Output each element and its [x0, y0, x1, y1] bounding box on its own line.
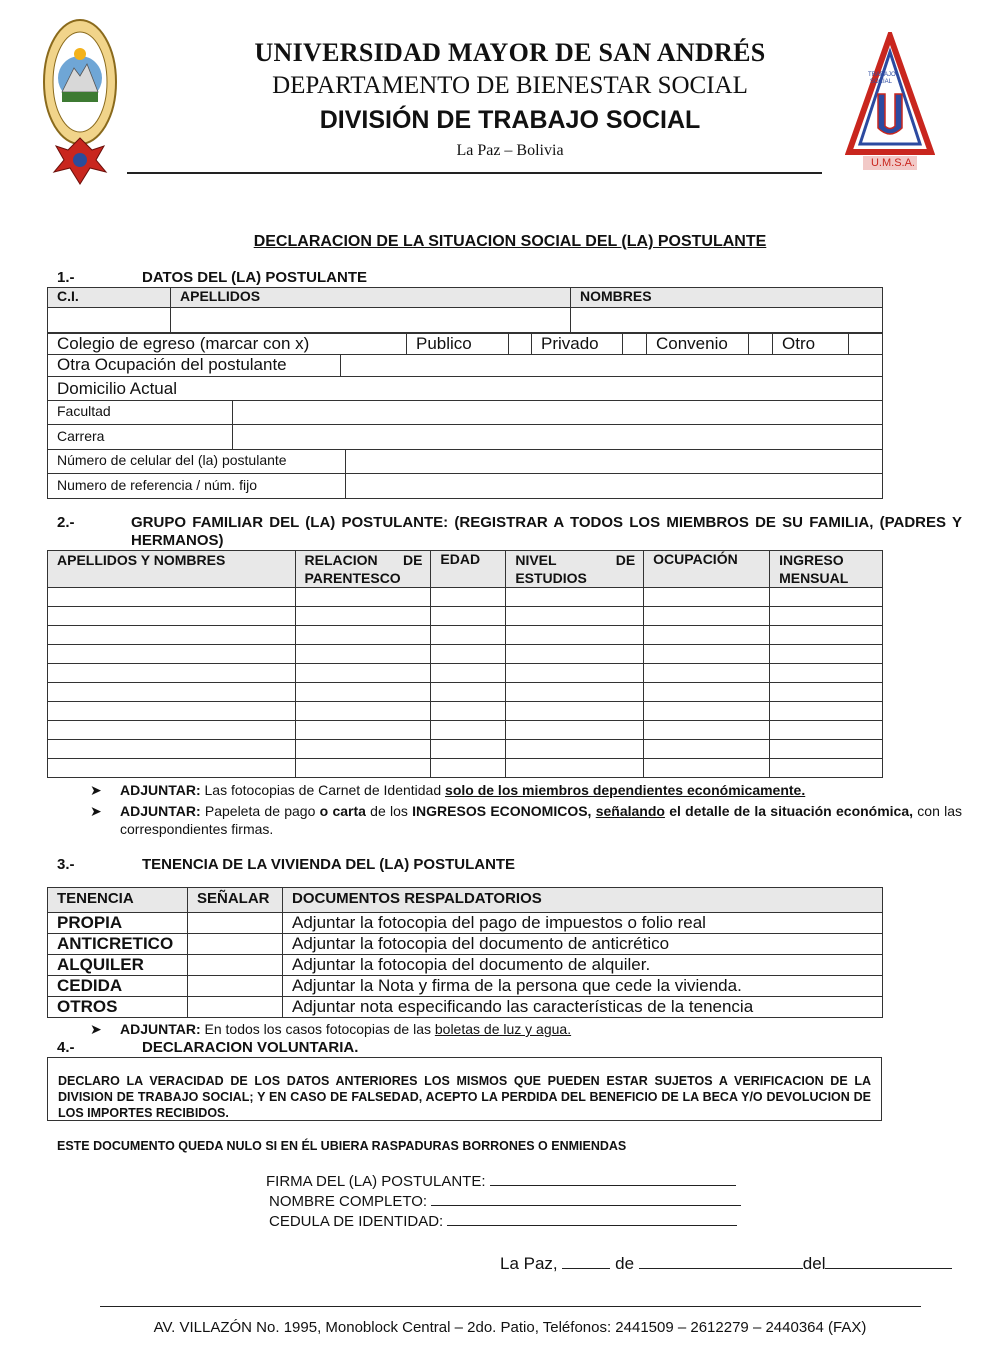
tenure-row: [48, 997, 883, 1018]
section2-heading: GRUPO FAMILIAR DEL (LA) POSTULANTE: (REGISTRAR A TODOS LOS MIEMBROS DE SU FAMILIA, (PADRES Y HERMANOS): [131, 514, 962, 549]
bullet2-bold-2: INGRESOS ECONOMICOS,: [412, 803, 592, 819]
family-cell-input[interactable]: [770, 588, 883, 607]
firma-line: [266, 1172, 736, 1190]
family-cell-input[interactable]: [431, 683, 506, 702]
family-member-row: [48, 645, 883, 664]
tenure-document: Adjuntar nota especificando las características de la tenencia: [283, 997, 883, 1018]
bullet2-text-2: de los: [365, 803, 413, 819]
family-cell-input[interactable]: [644, 759, 770, 778]
date-de: de: [615, 1254, 635, 1273]
firma-field[interactable]: [490, 1172, 736, 1186]
family-cell-input[interactable]: [48, 740, 296, 759]
col-edad: EDAD: [431, 551, 506, 588]
date-day-field[interactable]: [562, 1255, 610, 1269]
tenure-type: ANTICRETICO: [48, 934, 188, 955]
family-cell-input[interactable]: [48, 626, 296, 645]
header-divider: [127, 172, 822, 174]
section4-heading: DECLARACION VOLUNTARIA.: [142, 1039, 359, 1056]
tenure-mark-checkbox[interactable]: [188, 934, 283, 955]
family-cell-input[interactable]: [770, 607, 883, 626]
family-cell-input[interactable]: [295, 645, 431, 664]
family-cell-input[interactable]: [506, 626, 644, 645]
bullet3-lead: ADJUNTAR:: [120, 1021, 201, 1037]
section2-number: 2.-: [57, 514, 75, 531]
family-member-row: [48, 759, 883, 778]
bullet3-text: En todos los casos fotocopias de las: [200, 1021, 435, 1037]
family-cell-input[interactable]: [770, 759, 883, 778]
family-cell-input[interactable]: [644, 740, 770, 759]
tenure-type: PROPIA: [48, 913, 188, 934]
footer-address: AV. VILLAZÓN No. 1995, Monoblock Central – 2do. Patio, Teléfonos: 2441509 – 2612279 – 2440364 (FAX): [153, 1319, 867, 1336]
cedula-line: [269, 1212, 737, 1230]
family-table: [47, 550, 883, 778]
colegio-checkbox-publico[interactable]: [509, 334, 532, 355]
arrow-bullet-icon: ➤: [90, 1021, 102, 1037]
adjuntar-bullet-1: [90, 781, 962, 799]
referencia-label: Numero de referencia / núm. fijo: [48, 474, 346, 499]
family-cell-input[interactable]: [431, 607, 506, 626]
family-cell-input[interactable]: [431, 721, 506, 740]
family-cell-input[interactable]: [644, 645, 770, 664]
colegio-checkbox-convenio[interactable]: [749, 334, 773, 355]
tenure-mark-checkbox[interactable]: [188, 997, 283, 1018]
colegio-label: Colegio de egreso (marcar con x): [48, 334, 407, 355]
arrow-bullet-icon: ➤: [90, 803, 102, 819]
date-city: La Paz,: [500, 1254, 558, 1273]
bullet2-bold-1: o carta: [319, 803, 366, 819]
family-cell-input[interactable]: [506, 664, 644, 683]
tenure-mark-checkbox[interactable]: [188, 913, 283, 934]
col-apellidos-nombres: APELLIDOS Y NOMBRES: [48, 551, 296, 588]
family-cell-input[interactable]: [48, 759, 296, 778]
nombres-input[interactable]: [571, 308, 883, 333]
family-cell-input[interactable]: [295, 721, 431, 740]
family-cell-input[interactable]: [644, 664, 770, 683]
nombre-line: [269, 1192, 741, 1210]
col-ingreso: INGRESO MENSUAL: [770, 551, 883, 588]
tenure-document: Adjuntar la Nota y firma de la persona que cede la vivienda.: [283, 976, 883, 997]
date-month-field[interactable]: [639, 1255, 803, 1269]
footer-divider: [100, 1306, 921, 1307]
arrow-bullet-icon: ➤: [90, 782, 102, 798]
family-cell-input[interactable]: [506, 588, 644, 607]
family-cell-input[interactable]: [48, 702, 296, 721]
colegio-checkbox-privado[interactable]: [623, 334, 647, 355]
family-member-row: [48, 607, 883, 626]
university-seal-logo: [40, 14, 120, 190]
family-member-row: [48, 702, 883, 721]
col-documentos: DOCUMENTOS RESPALDATORIOS: [283, 888, 883, 913]
carrera-label: Carrera: [48, 425, 233, 450]
date-del: del: [802, 1254, 826, 1273]
family-member-row: [48, 721, 883, 740]
colegio-option-privado: Privado: [532, 334, 623, 355]
contact-table: [47, 449, 883, 499]
nulo-warning: ESTE DOCUMENTO QUEDA NULO SI EN ÉL UBIERA RASPADURAS BORRONES O ENMIENDAS: [57, 1139, 627, 1153]
col-apellidos: APELLIDOS: [171, 288, 571, 308]
family-cell-input[interactable]: [644, 683, 770, 702]
colegio-table: [47, 333, 883, 355]
tenure-mark-checkbox[interactable]: [188, 955, 283, 976]
col-nombres: NOMBRES: [571, 288, 883, 308]
colegio-option-otro: Otro: [773, 334, 849, 355]
family-cell-input[interactable]: [48, 607, 296, 626]
facultad-input[interactable]: [233, 401, 883, 425]
col-tenencia: TENENCIA: [48, 888, 188, 913]
bullet2-lead: ADJUNTAR:: [120, 803, 201, 819]
otra-ocupacion-label: Otra Ocupación del postulante: [48, 355, 341, 377]
colegio-option-convenio: Convenio: [647, 334, 749, 355]
family-cell-input[interactable]: [506, 645, 644, 664]
section3-number: 3.-: [57, 856, 75, 873]
col-parentesco: RELACION DE PARENTESCO: [295, 551, 431, 588]
family-cell-input[interactable]: [48, 683, 296, 702]
bullet2-text-1: Papeleta de pago: [200, 803, 320, 819]
document-title: DECLARACION DE LA SITUACION SOCIAL DEL (LA) POSTULANTE: [253, 233, 767, 250]
bullet2-bold-3: señalando: [595, 803, 665, 819]
col-nivel-estudios: NIVEL DE ESTUDIOS: [506, 551, 644, 588]
family-cell-input[interactable]: [770, 645, 883, 664]
family-cell-input[interactable]: [295, 759, 431, 778]
family-cell-input[interactable]: [770, 721, 883, 740]
celular-label: Número de celular del (la) postulante: [48, 450, 346, 474]
colegio-checkbox-otro[interactable]: [849, 334, 883, 355]
family-cell-input[interactable]: [48, 664, 296, 683]
family-cell-input[interactable]: [506, 740, 644, 759]
family-cell-input[interactable]: [48, 645, 296, 664]
family-cell-input[interactable]: [506, 721, 644, 740]
section1-number: 1.-: [57, 269, 75, 286]
family-cell-input[interactable]: [295, 607, 431, 626]
col-senalar: SEÑALAR: [188, 888, 283, 913]
domicilio-row[interactable]: [48, 377, 883, 401]
department-name: DEPARTAMENTO DE BIENESTAR SOCIAL: [272, 72, 748, 99]
family-cell-input[interactable]: [506, 683, 644, 702]
university-seal-icon: [40, 14, 120, 190]
celular-input[interactable]: [346, 450, 883, 474]
division-name: DIVISIÓN DE TRABAJO SOCIAL: [319, 106, 701, 134]
family-cell-input[interactable]: [506, 607, 644, 626]
family-member-row: [48, 626, 883, 645]
cedula-label: CEDULA DE IDENTIDAD:: [269, 1213, 444, 1230]
family-cell-input[interactable]: [295, 740, 431, 759]
date-line: [500, 1254, 952, 1274]
family-cell-input[interactable]: [506, 702, 644, 721]
facultad-label: Facultad: [48, 401, 233, 425]
family-cell-input[interactable]: [770, 626, 883, 645]
date-year-field[interactable]: [825, 1255, 952, 1269]
family-member-row: [48, 740, 883, 759]
header-location: La Paz – Bolivia: [456, 142, 564, 159]
otra-ocupacion-input[interactable]: [341, 355, 883, 377]
bullet2-bold-4: el detalle de la situación económica,: [669, 803, 914, 819]
nombre-field[interactable]: [431, 1192, 741, 1206]
tenure-type: ALQUILER: [48, 955, 188, 976]
family-cell-input[interactable]: [644, 626, 770, 645]
tenure-row: [48, 976, 883, 997]
firma-label: FIRMA DEL (LA) POSTULANTE:: [266, 1173, 486, 1190]
university-name: UNIVERSIDAD MAYOR DE SAN ANDRÉS: [254, 38, 766, 67]
family-member-row: [48, 683, 883, 702]
family-cell-input[interactable]: [506, 759, 644, 778]
family-cell-input[interactable]: [431, 588, 506, 607]
family-member-row: [48, 588, 883, 607]
nombre-label: NOMBRE COMPLETO:: [269, 1193, 428, 1210]
family-cell-input[interactable]: [770, 664, 883, 683]
family-cell-input[interactable]: [295, 664, 431, 683]
domicilio-label: Domicilio Actual: [57, 379, 177, 398]
cedula-field[interactable]: [447, 1212, 737, 1226]
family-cell-input[interactable]: [431, 759, 506, 778]
section1-heading: DATOS DEL (LA) POSTULANTE: [142, 269, 367, 286]
emblem-text-top: TRABAJO SOCIAL: [868, 72, 896, 85]
family-cell-input[interactable]: [431, 740, 506, 759]
family-cell-input[interactable]: [48, 588, 296, 607]
tenure-mark-checkbox[interactable]: [188, 976, 283, 997]
family-cell-input[interactable]: [644, 607, 770, 626]
tenure-document: Adjuntar la fotocopia del documento de anticrético: [283, 934, 883, 955]
carrera-input[interactable]: [233, 425, 883, 450]
tenure-type: OTROS: [48, 997, 188, 1018]
family-cell-input[interactable]: [770, 702, 883, 721]
bullet1-emphasis: solo de los miembros dependientes económicamente.: [445, 782, 806, 798]
family-cell-input[interactable]: [770, 683, 883, 702]
family-cell-input[interactable]: [644, 588, 770, 607]
bullet1-text: Las fotocopias de Carnet de Identidad: [200, 782, 446, 798]
adjuntar-bullet-2: [90, 802, 962, 838]
tenure-row: [48, 955, 883, 976]
emblem-umsa-text: U.M.S.A.: [870, 157, 915, 169]
family-cell-input[interactable]: [431, 702, 506, 721]
tenure-row: [48, 934, 883, 955]
family-cell-input[interactable]: [431, 645, 506, 664]
faculty-table: [47, 400, 883, 450]
adjuntar-bullet-3: [90, 1020, 962, 1038]
family-cell-input[interactable]: [48, 721, 296, 740]
family-cell-input[interactable]: [295, 626, 431, 645]
family-cell-input[interactable]: [770, 740, 883, 759]
family-cell-input[interactable]: [431, 664, 506, 683]
declaration-box: DECLARO LA VERACIDAD DE LOS DATOS ANTERIORES LOS MISMOS QUE PUEDEN ESTAR SUJETOS A VERIFICACION DE LA DIVISION DE TRABAJO SOCIAL; Y EN CASO DE FALSEDAD, ACEPTO LA PERDIDA DEL BENEFICIO DE LA BECA Y/O DEVOLUCION DE LOS IMPORTES RECIBIDOS.: [47, 1057, 882, 1121]
section4-number: 4.-: [57, 1039, 75, 1056]
bullet2-text-5: con las correspondientes firmas.: [120, 803, 963, 837]
family-cell-input[interactable]: [644, 702, 770, 721]
tenure-type: CEDIDA: [48, 976, 188, 997]
colegio-option-publico: Publico: [407, 334, 509, 355]
referencia-input[interactable]: [346, 474, 883, 499]
family-cell-input[interactable]: [295, 702, 431, 721]
section3-heading: TENENCIA DE LA VIVIENDA DEL (LA) POSTULANTE: [142, 856, 516, 873]
apellidos-input[interactable]: [171, 308, 571, 333]
tenure-row: [48, 913, 883, 934]
col-ci: C.I.: [48, 288, 171, 308]
bullet1-lead: ADJUNTAR:: [120, 782, 201, 798]
bullet3-emphasis: boletas de luz y agua.: [434, 1021, 572, 1037]
family-cell-input[interactable]: [295, 683, 431, 702]
family-member-row: [48, 664, 883, 683]
applicant-data-table: [47, 287, 883, 333]
tenure-document: Adjuntar la fotocopia del documento de alquiler.: [283, 955, 883, 976]
col-ocupacion: OCUPACIÓN: [644, 551, 770, 588]
occupation-table: [47, 354, 883, 401]
ci-input[interactable]: [48, 308, 171, 333]
family-cell-input[interactable]: [295, 588, 431, 607]
tenure-table: [47, 887, 883, 1018]
family-cell-input[interactable]: [644, 721, 770, 740]
tenure-document: Adjuntar la fotocopia del pago de impuestos o folio real: [283, 913, 883, 934]
family-cell-input[interactable]: [431, 626, 506, 645]
